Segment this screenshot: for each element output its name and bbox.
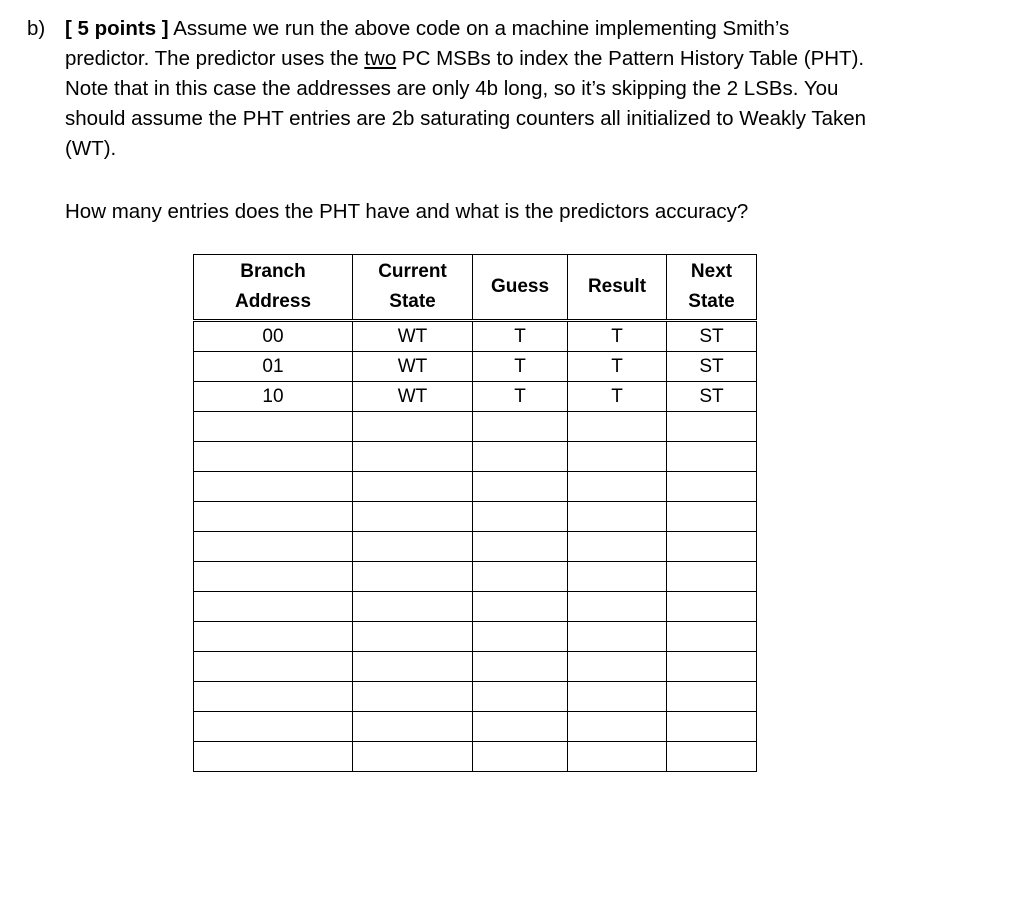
result-cell	[568, 532, 667, 562]
table-row	[194, 652, 757, 682]
next-state-cell: ST	[667, 382, 757, 412]
result-cell: T	[568, 382, 667, 412]
current-state-cell: WT	[353, 352, 473, 382]
table-body	[194, 321, 757, 772]
question-line-1	[65, 14, 987, 44]
branch-address-cell	[194, 532, 353, 562]
guess-cell	[473, 502, 568, 532]
result-cell	[568, 592, 667, 622]
guess-cell	[473, 412, 568, 442]
table-row	[194, 472, 757, 502]
next-state-cell: ST	[667, 321, 757, 352]
result-cell	[568, 472, 667, 502]
current-state-cell	[353, 412, 473, 442]
guess-cell	[473, 442, 568, 472]
header-next-state	[667, 255, 757, 321]
next-state-cell	[667, 502, 757, 532]
result-cell	[568, 742, 667, 772]
header-line: Guess	[490, 276, 550, 297]
branch-address-cell	[194, 502, 353, 532]
question-line-5: (WT).	[65, 137, 117, 160]
question-line-2-pre: predictor. The predictor uses the	[65, 47, 365, 70]
table-row	[194, 502, 757, 532]
result-cell	[568, 622, 667, 652]
question-line-3: Note that in this case the addresses are only 4b long, so it’s skipping the 2 LSBs. You	[65, 77, 839, 100]
guess-cell	[473, 652, 568, 682]
question-line-2	[65, 44, 987, 74]
current-state-cell	[353, 742, 473, 772]
header-line: Result	[587, 276, 647, 297]
table-header-row	[194, 255, 757, 321]
table-row	[194, 712, 757, 742]
table-row	[194, 592, 757, 622]
next-state-cell	[667, 592, 757, 622]
branch-address-cell	[194, 712, 353, 742]
table-row	[194, 352, 757, 382]
result-cell: T	[568, 352, 667, 382]
result-cell	[568, 652, 667, 682]
next-state-cell	[667, 712, 757, 742]
next-state-cell	[667, 532, 757, 562]
table-row	[194, 412, 757, 442]
guess-cell	[473, 562, 568, 592]
branch-address-cell	[194, 682, 353, 712]
header-result	[568, 255, 667, 321]
header-line: Current	[378, 261, 447, 282]
current-state-cell	[353, 472, 473, 502]
table-row	[194, 622, 757, 652]
result-cell	[568, 712, 667, 742]
branch-address-cell	[194, 652, 353, 682]
result-cell	[568, 562, 667, 592]
table-row	[194, 321, 757, 352]
next-state-cell	[667, 412, 757, 442]
guess-cell	[473, 682, 568, 712]
current-state-cell: WT	[353, 321, 473, 352]
header-line: Address	[234, 291, 312, 312]
guess-cell: T	[473, 382, 568, 412]
guess-cell	[473, 472, 568, 502]
branch-address-cell	[194, 472, 353, 502]
branch-address-cell	[194, 592, 353, 622]
underlined-word: two	[364, 47, 397, 70]
branch-address-cell: 10	[194, 382, 353, 412]
guess-cell	[473, 622, 568, 652]
question-label: b)	[27, 17, 46, 40]
next-state-cell	[667, 472, 757, 502]
current-state-cell	[353, 592, 473, 622]
header-current-state	[353, 255, 473, 321]
header-branch-address	[194, 255, 353, 321]
current-state-cell: WT	[353, 382, 473, 412]
branch-address-cell	[194, 562, 353, 592]
guess-cell	[473, 712, 568, 742]
table-row	[194, 742, 757, 772]
question-line-2-post: PC MSBs to index the Pattern History Table (PHT).	[396, 47, 865, 70]
current-state-cell	[353, 442, 473, 472]
guess-cell: T	[473, 352, 568, 382]
current-state-cell	[353, 502, 473, 532]
current-state-cell	[353, 532, 473, 562]
branch-address-cell: 00	[194, 321, 353, 352]
guess-cell: T	[473, 321, 568, 352]
branch-address-cell	[194, 412, 353, 442]
next-state-cell	[667, 742, 757, 772]
current-state-cell	[353, 682, 473, 712]
current-state-cell	[353, 652, 473, 682]
current-state-cell	[353, 562, 473, 592]
result-cell	[568, 502, 667, 532]
points-label: [ 5 points ]	[65, 17, 169, 40]
table-row	[194, 562, 757, 592]
pht-table	[193, 254, 757, 772]
branch-address-cell	[194, 442, 353, 472]
header-line: State	[389, 291, 436, 312]
header-guess	[473, 255, 568, 321]
next-state-cell	[667, 682, 757, 712]
header-line: Branch	[240, 261, 306, 282]
next-state-cell	[667, 562, 757, 592]
next-state-cell	[667, 652, 757, 682]
branch-address-cell: 01	[194, 352, 353, 382]
guess-cell	[473, 532, 568, 562]
result-cell	[568, 442, 667, 472]
current-state-cell	[353, 622, 473, 652]
branch-address-cell	[194, 622, 353, 652]
current-state-cell	[353, 712, 473, 742]
next-state-cell	[667, 442, 757, 472]
table-row	[194, 382, 757, 412]
question-text	[27, 14, 987, 164]
next-state-cell	[667, 622, 757, 652]
next-state-cell: ST	[667, 352, 757, 382]
result-cell	[568, 412, 667, 442]
branch-address-cell	[194, 742, 353, 772]
question-body	[65, 14, 987, 164]
table-row	[194, 532, 757, 562]
header-line: State	[688, 291, 735, 312]
table-row	[194, 682, 757, 712]
question-prompt: How many entries does the PHT have and what is the predictors accuracy?	[65, 200, 749, 223]
question-line-4: should assume the PHT entries are 2b saturating counters all initialized to Weakly Taken	[65, 107, 867, 130]
guess-cell	[473, 742, 568, 772]
result-cell	[568, 682, 667, 712]
result-cell: T	[568, 321, 667, 352]
question-line-1-text: Assume we run the above code on a machine implementing Smith’s	[168, 17, 790, 40]
table-row	[194, 442, 757, 472]
header-line: Next	[690, 261, 733, 282]
guess-cell	[473, 592, 568, 622]
